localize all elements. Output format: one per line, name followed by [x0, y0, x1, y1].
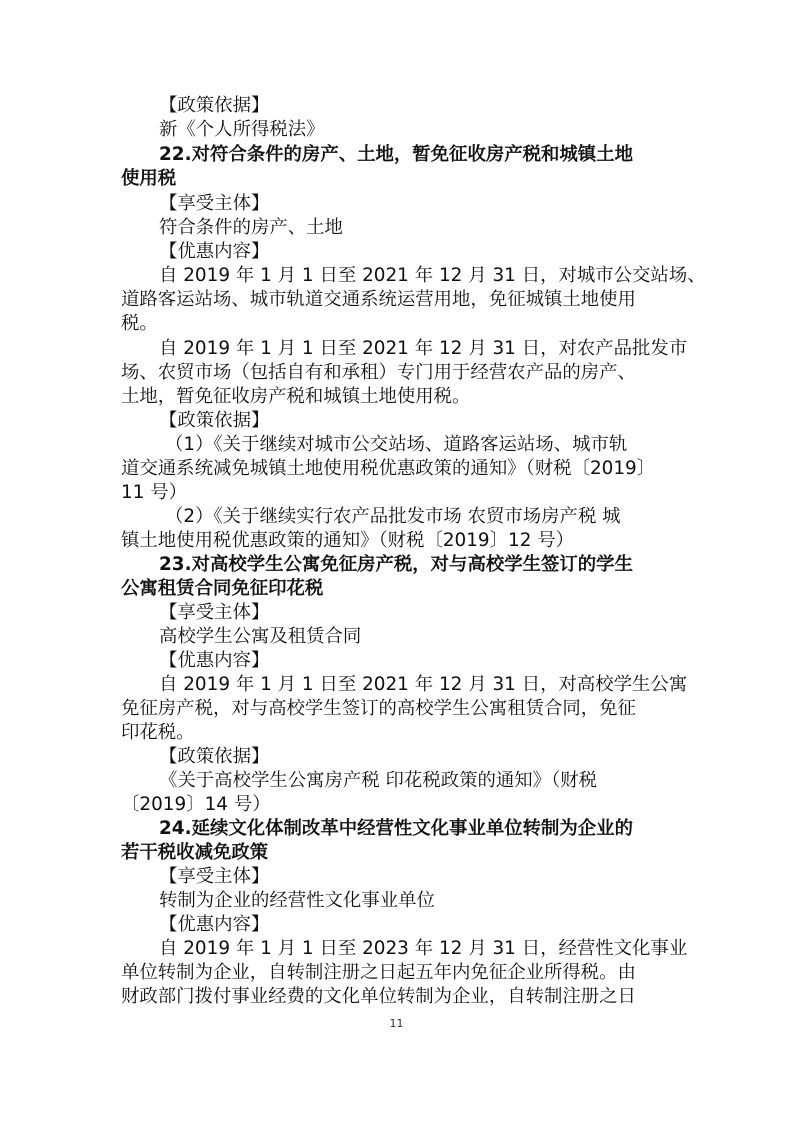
text-line: 自 2019 年 1 月 1 日至 2023 年 12 月 31 日，经营性文化事业: [159, 938, 688, 959]
text-line: 【享受主体】: [159, 866, 270, 887]
text-line: 新《个人所得税法》: [159, 119, 325, 140]
text-line: 道交通系统减免城镇土地使用税优惠政策的通知》（财税〔2019〕: [121, 458, 656, 479]
text-line: 【享受主体】: [159, 602, 270, 623]
text-line: 免征房产税，对与高校学生签订的高校学生公寓租赁合同，免征: [121, 698, 636, 719]
section-heading-line: 若干税收减免政策: [121, 842, 269, 863]
text-line: 《关于高校学生公寓房产税 印花税政策的通知》（财税: [159, 770, 598, 791]
text-line: 符合条件的房产、土地: [159, 217, 343, 238]
section-heading-line: 24.延续文化体制改革中经营性文化事业单位转制为企业的: [159, 818, 633, 839]
text-line: 土地，暂免征收房产税和城镇土地使用税。: [121, 386, 471, 407]
text-line: 转制为企业的经营性文化事业单位: [159, 890, 435, 911]
text-line: 自 2019 年 1 月 1 日至 2021 年 12 月 31 日，对高校学生公寓: [159, 674, 688, 695]
text-line: 【优惠内容】: [159, 650, 270, 671]
text-line: 单位转制为企业，自转制注册之日起五年内免征企业所得税。由: [121, 962, 636, 983]
text-line: 场、农贸市场（包括自有和承租）专门用于经营农产品的房产、: [121, 362, 636, 383]
text-line: 【优惠内容】: [159, 241, 270, 262]
text-line: （1）《关于继续对城市公交站场、道路客运站场、城市轨: [165, 434, 628, 455]
section-heading-line: 22.对符合条件的房产、土地，暂免征收房产税和城镇土地: [159, 144, 633, 165]
section-heading-line: 公寓租赁合同免征印花税: [121, 578, 324, 599]
text-line: 【政策依据】: [159, 746, 270, 767]
section-heading-line: 23.对高校学生公寓免征房产税，对与高校学生签订的学生: [159, 554, 633, 575]
text-line: 【享受主体】: [159, 193, 270, 214]
text-line: 印花税。: [121, 722, 195, 743]
text-line: 财政部门拨付事业经费的文化单位转制为企业，自转制注册之日: [121, 986, 636, 1007]
text-line: 11 号）: [121, 482, 188, 503]
text-line: 镇土地使用税优惠政策的通知》（财税〔2019〕12 号）: [121, 530, 575, 551]
text-line: 道路客运站场、城市轨道交通系统运营用地，免征城镇土地使用: [121, 289, 636, 310]
text-line: 自 2019 年 1 月 1 日至 2021 年 12 月 31 日，对城市公交站场、: [159, 265, 706, 286]
text-line: 〔2019〕14 号）: [121, 794, 271, 815]
text-line: 自 2019 年 1 月 1 日至 2021 年 12 月 31 日，对农产品批发市: [159, 338, 688, 359]
text-line: 【政策依据】: [159, 95, 270, 116]
section-heading-line: 使用税: [121, 168, 177, 189]
text-line: （2）《关于继续实行农产品批发市场 农贸市场房产税 城: [165, 506, 621, 527]
text-line: 税。: [121, 313, 158, 334]
text-line: 【优惠内容】: [159, 914, 270, 935]
page-number: 11: [389, 1017, 404, 1030]
text-line: 【政策依据】: [159, 410, 270, 431]
text-line: 高校学生公寓及租赁合同: [159, 626, 362, 647]
